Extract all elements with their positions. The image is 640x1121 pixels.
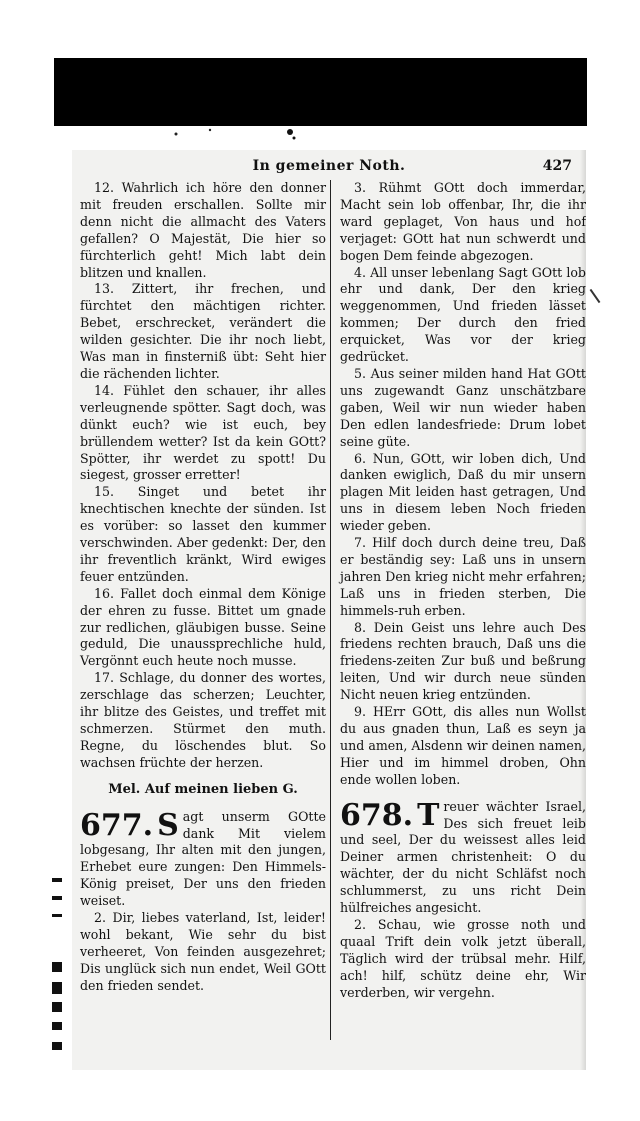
melody-note: Mel. Auf meinen lieben G. [108, 781, 298, 797]
hymn-first-stanza: agt unserm GOtte dank Mit vielem lobgesang, Ihr alten mit den jungen, Erhebet eure zungen: Den Himmels-König preiset, Der uns den frieden weiset. [80, 808, 326, 909]
stanza-12: 12. Wahrlich ich höre den donner mit freuden erschallen. Sollte mir denn nicht die allmacht des Vaters gefallen? O Majestät, Die hier so fürchterlich geht! Mich labt dein blitzen und knallen. [80, 180, 326, 280]
stanza-17: 17. Schlage, du donner des wortes, zerschlage das scherzen; Leuchter, ihr blitze des Geistes, und treffet mit schmerzen. Stürmet den muth. Regne, du löschendes blut. So wachsen früchte der herzen. [80, 670, 326, 770]
book-page [72, 150, 586, 1070]
hymn-678 [340, 799, 586, 1002]
column-rule [330, 180, 331, 1040]
scan-specks [170, 126, 370, 144]
page-number: 427 [542, 158, 572, 174]
stanza-15: 15. Singet und betet ihr knechtischen knechte der sünden. Ist es vorüber: so lasset den kummer verschwinden. Aber gedenkt: Der, den ihr freventlich kränkt, Wird ewiges feuer entzünden. [80, 484, 326, 584]
scan-mark [590, 289, 601, 303]
hymn-677 [80, 809, 326, 995]
right-column [340, 180, 586, 1002]
left-column [80, 180, 326, 995]
hymn-stanza-2: 2. Schau, wie grosse noth und quaal Trift dein volk jetzt überall, Täglich wird der trübsal mehr. Hilf, ach! hilf, schütz deine ehr, Wir verderben, wir vergehn. [340, 916, 586, 1000]
stanza-4: 4. All unser lebenlang Sagt GOtt lob ehr und dank, Der den krieg weggenommen, Und frieden lässet kommen; Der durch den fried erquicket, Was vor der krieg gedrücket. [340, 264, 586, 365]
stanza-9: 9. HErr GOtt, dis alles nun Wollst du aus gnaden thun, Laß es seyn ja und amen, Alsdenn wir deinen namen, Hier und im himmel droben, Ohn ende wollen loben. [340, 704, 586, 787]
margin-marks [52, 878, 66, 1058]
stanza-13: 13. Zittert, ihr frechen, und fürchtet den mächtigen richter. Bebet, erschrecket, verändert die wilden gesichter. Die ihr noch liebt, Was man in finsterniß übt: Seht hier die rächenden lichter. [80, 281, 326, 381]
hymn-number: 677. [80, 807, 154, 843]
stanza-14: 14. Fühlet den schauer, ihr alles verleugnende spötter. Sagt doch, was dünkt euch? wie ist euch, bey brüllendem wetter? Ist da kein GOtt? Spötter, ihr werdet zu spott! Du siegest, grosser erretter! [80, 382, 326, 483]
hymn-first-stanza: reuer wächter Israel, Des sich freuet leib und seel, Der du weissest alles leid Deiner armen christenheit: O du wächter, der du nicht Schläfst noch schlummerst, zu uns richt Dein hülfreiches angesicht. [340, 798, 586, 916]
hymn-number: 678. [340, 797, 414, 833]
stanza-7: 7. Hilf doch durch deine treu, Daß er beständig sey: Laß uns in unsern jahren Den krieg nicht mehr erfahren; Laß uns in frieden sterben, Die himmels-ruh erben. [340, 535, 586, 618]
black-redaction-bar [54, 58, 587, 126]
stanza-5: 5. Aus seiner milden hand Hat GOtt uns zugewandt Ganz unschätzbare gaben, Weil wir nun wieder haben Den edlen landesfriede: Drum lobet seine güte. [340, 365, 586, 449]
stanza-6: 6. Nun, GOtt, wir loben dich, Und danken ewiglich, Daß du mir unsern plagen Mit leiden hast getragen, Und uns in diesem leben Noch frieden wieder geben. [340, 450, 586, 534]
running-head-title: In gemeiner Noth. [252, 158, 406, 174]
hymn-initial: T [417, 797, 440, 833]
stanza-8: 8. Dein Geist uns lehre auch Des friedens rechten brauch, Daß uns die friedens-zeiten Zur buß und beßrung leiten, Und wir durch neue sünden Nicht neuen krieg entzünden. [340, 619, 586, 703]
stanza-16: 16. Fallet doch einmal dem Könige der ehren zu fusse. Bittet um gnade zur redlichen, gläubigen busse. Seine geduld, Die unaussprechliche huld, Vergönnt euch heute noch musse. [80, 585, 326, 669]
hymn-stanza-2: 2. Dir, liebes vaterland, Ist, leider! wohl bekant, Wie sehr du bist verheeret, Von feinden ausgezehret; Dis unglück sich nun endet, Weil GOtt den frieden sendet. [80, 910, 326, 993]
stanza-3: 3. Rühmt GOtt doch immerdar, Macht sein lob offenbar, Ihr, die ihr ward geplaget, Von haus und hof verjaget: GOtt hat nun schwerdt und bogen Dem feinde abgezogen. [340, 180, 586, 263]
hymn-initial: S [157, 807, 179, 843]
running-head [72, 158, 586, 180]
